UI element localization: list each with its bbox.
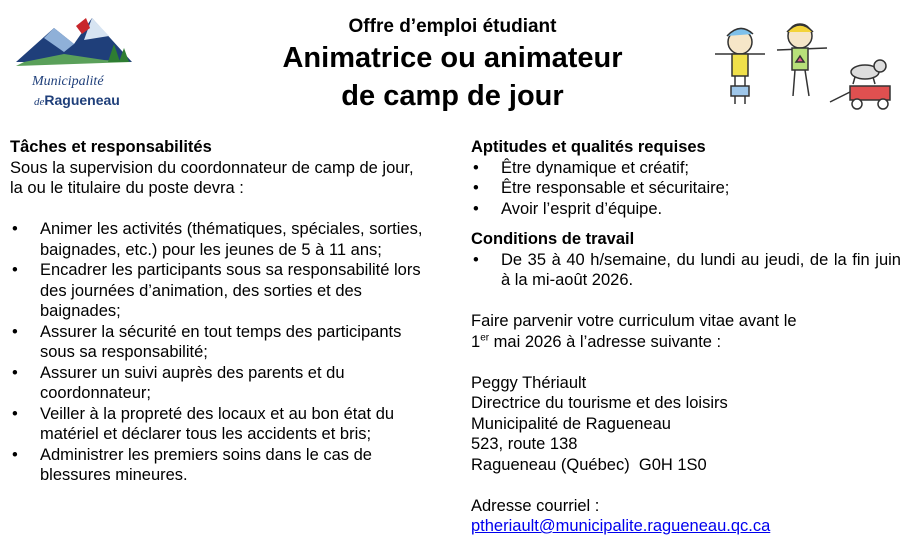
list-item [471,158,901,179]
logo-de: de [34,96,45,108]
skills-list [471,158,901,220]
list-item-text: Être responsable et sécuritaire; [501,179,730,197]
list-item [10,260,440,322]
page-subtitle: Offre d’emploi étudiant [348,16,557,37]
list-item-text: De 35 à 40 h/semaine, du lundi au jeudi, de la fin juin à la mi-août 2026. [501,250,901,289]
tasks-intro-line2: la ou le titulaire du poste devra : [10,179,244,197]
email-label: Adresse courriel : [471,496,600,515]
list-item [10,404,440,445]
conditions-list [471,250,901,291]
contact-org: Municipalité de Ragueneau [471,414,671,433]
list-item-text: Encadrer les participants sous sa responsabilité lors des journées d’animation, des sorties et des baignades; [40,261,421,320]
apply-line2 [471,332,901,353]
tasks-section [10,137,440,486]
apply-line2-rest: mai 2026 à l’adresse suivante : [489,332,722,351]
list-item-text: Animer les activités (thématiques, spéciales, sorties, baignades, etc.) pour les jeunes de 5 à 11 ans; [40,220,423,259]
tasks-intro-line1: Sous la supervision du coordonnateur de camp de jour, [10,158,414,177]
mountain-logo-icon [14,14,144,74]
list-item [10,363,440,404]
tasks-list [10,219,440,486]
bullet-icon: • [473,199,479,218]
contact-street: 523, route 138 [471,435,578,453]
contact-city: Ragueneau (Québec) G0H 1S0 [471,455,707,474]
tasks-heading: Tâches et responsabilités [10,138,212,156]
list-item [471,199,901,220]
contact-name: Peggy Thériault [471,373,587,392]
bullet-icon: • [473,158,479,177]
conditions-heading: Conditions de travail [471,230,635,248]
list-item-text: Être dynamique et créatif; [501,158,690,177]
logo-name: Ragueneau [44,92,120,108]
email-link[interactable]: ptheriault@municipalite.ragueneau.qc.ca [471,517,771,535]
list-item-text: Assurer un suivi auprès des parents et du coordonnateur; [40,363,345,402]
bullet-icon: • [12,322,18,341]
apply-day-suffix: er [480,332,490,343]
header [240,14,665,114]
page-title-line2: de camp de jour [341,80,564,112]
bullet-icon: • [12,445,18,464]
apply-line1: Faire parvenir votre curriculum vitae avant le [471,312,797,330]
bullet-icon: • [12,261,18,279]
requirements-section [471,137,901,537]
bullet-icon: • [473,250,479,269]
list-item [471,178,901,199]
kids-playing-illustration [705,14,895,114]
list-item [471,250,901,291]
list-item [10,445,440,486]
list-item-text: Veiller à la propreté des locaux et au bon état du matériel et déclarer tous les accidents et bris; [40,404,395,443]
list-item [10,322,440,363]
bullet-icon: • [12,404,18,423]
apply-day: 1 [471,332,481,351]
list-item [10,219,440,260]
bullet-icon: • [12,220,18,238]
logo-line2 [34,92,120,108]
logo-line1: Municipalité [32,74,104,89]
list-item-text: Avoir l’esprit d’équipe. [501,199,663,218]
bullet-icon: • [473,179,479,197]
list-item-text: Assurer la sécurité en tout temps des participants sous sa responsabilité; [40,322,402,361]
municipality-logo [14,14,144,108]
bullet-icon: • [12,363,18,382]
contact-role: Directrice du tourisme et des loisirs [471,394,728,412]
skills-heading: Aptitudes et qualités requises [471,138,706,156]
list-item-text: Administrer les premiers soins dans le cas de blessures mineures. [40,445,372,484]
page-title-line1: Animatrice ou animateur [282,42,623,74]
